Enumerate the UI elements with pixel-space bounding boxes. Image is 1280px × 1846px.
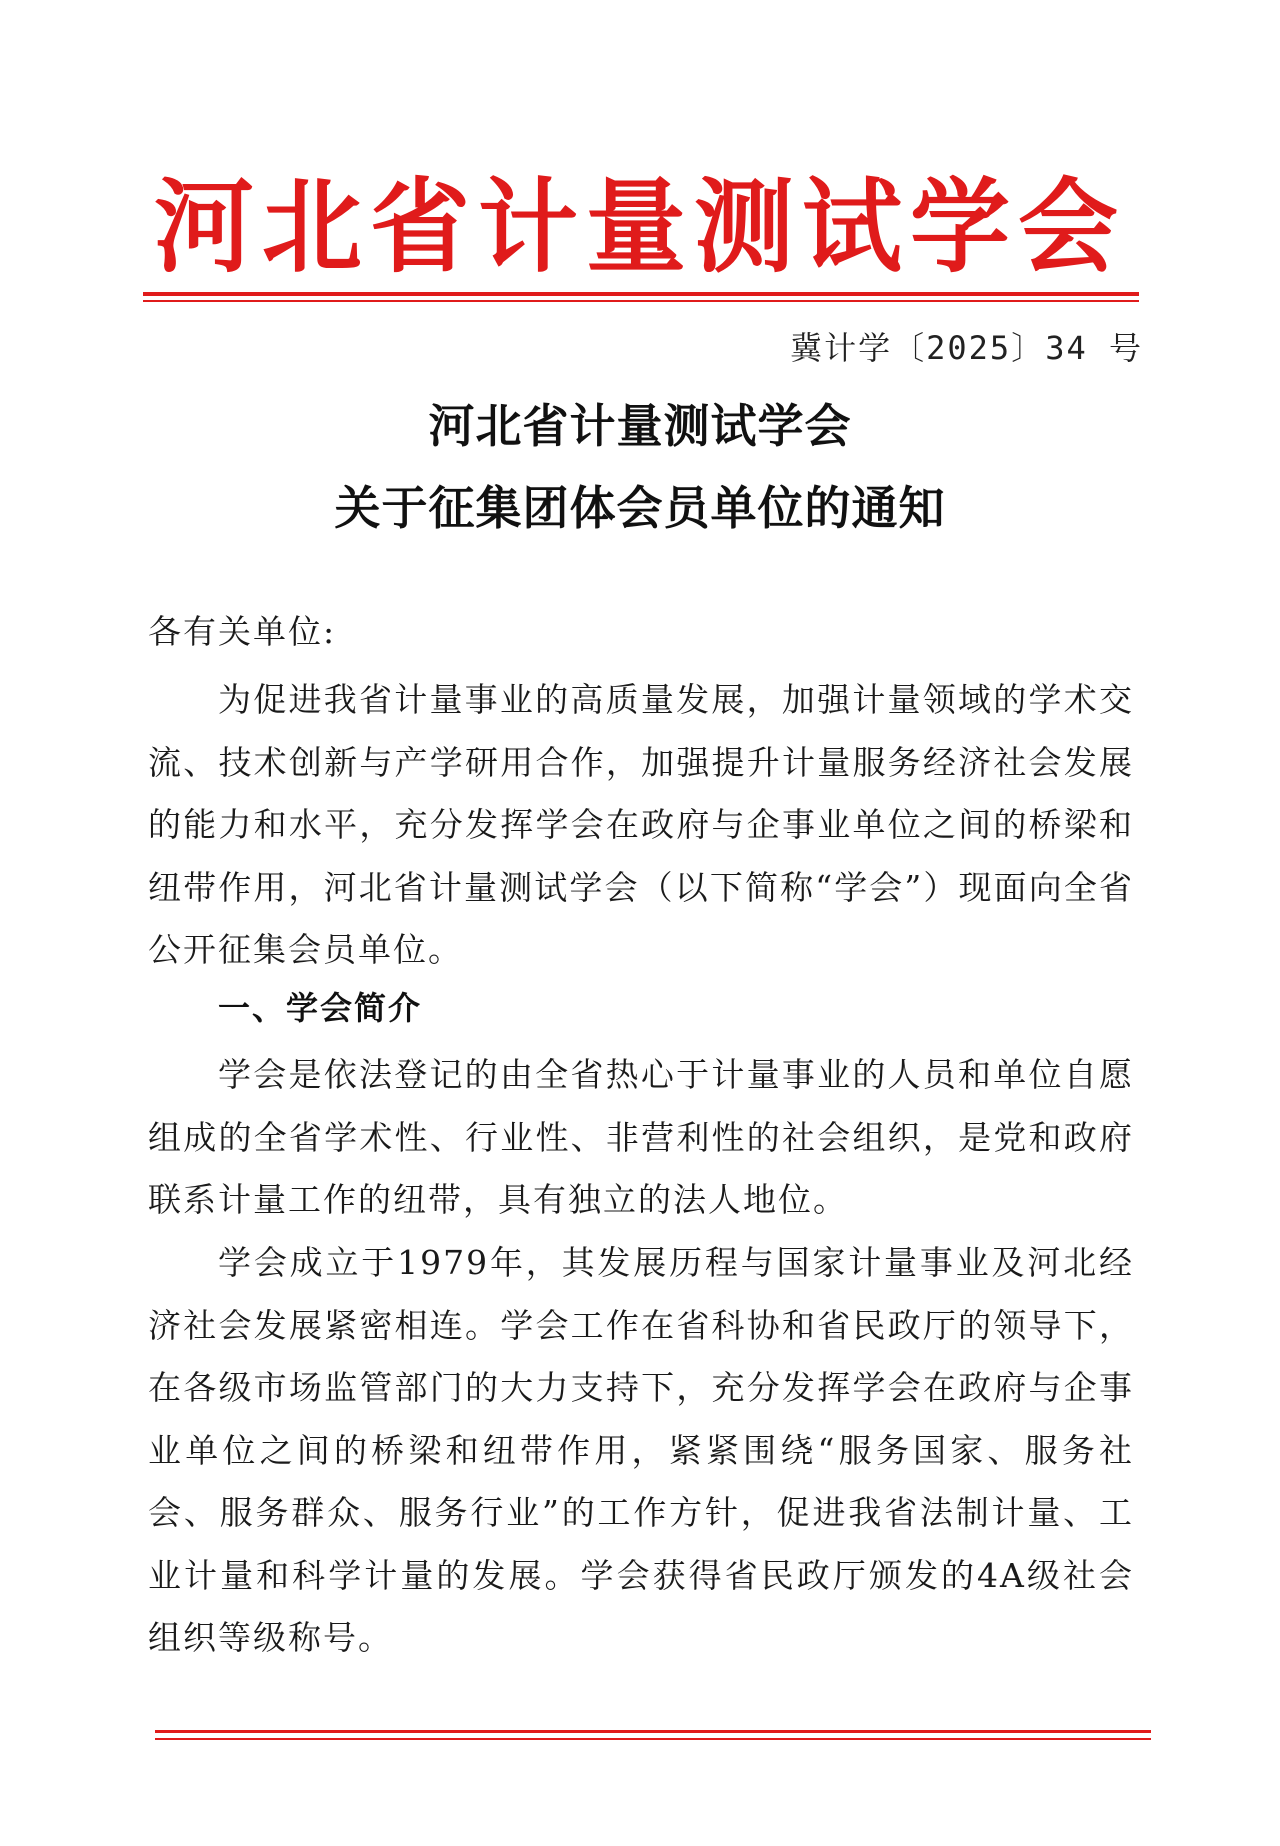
masthead-red-rule bbox=[143, 292, 1139, 296]
title-line-1: 河北省计量测试学会 bbox=[428, 399, 852, 453]
salutation: 各有关单位: bbox=[148, 612, 337, 651]
paragraph-intro: 为促进我省计量事业的高质量发展，加强计量领域的学术交流、技术创新与产学研用合作，加强提升计量服务经济社会发展的能力和水平，充分发挥学会在政府与企事业单位之间的桥梁和纽带作用，河北省计量测试学会（以下简称“学会”）现面向全省公开征集会员单位。 bbox=[148, 680, 1134, 969]
paragraph-about: 学会是依法登记的由全省热心于计量事业的人员和单位自愿组成的全省学术性、行业性、非营利性的社会组织，是党和政府联系计量工作的纽带，具有独立的法人地位。 bbox=[148, 1055, 1134, 1219]
title-line-2: 关于征集团体会员单位的通知 bbox=[334, 481, 946, 535]
masthead-red-rule-thin bbox=[143, 300, 1139, 302]
section-heading-introduction: 一、学会简介 bbox=[218, 989, 423, 1027]
footer-red-rule-thin bbox=[155, 1738, 1151, 1740]
footer-red-rule bbox=[155, 1730, 1151, 1733]
document-number: 冀计学〔2025〕34 号 bbox=[790, 329, 1143, 367]
paragraph-history: 学会成立于1979年，其发展历程与国家计量事业及河北经济社会发展紧密相连。学会工作在省科协和省民政厅的领导下，在各级市场监管部门的大力支持下，充分发挥学会在政府与企事业单位之间的桥梁和纽带作用，紧紧围绕“服务国家、服务社会、服务群众、服务行业”的工作方针，促进我省法制计量、工业计量和科学计量的发展。学会获得省民政厅颁发的4A级社会组织等级称号。 bbox=[148, 1243, 1134, 1657]
masthead-org-name: 河北省计量测试学会 bbox=[154, 167, 1126, 288]
